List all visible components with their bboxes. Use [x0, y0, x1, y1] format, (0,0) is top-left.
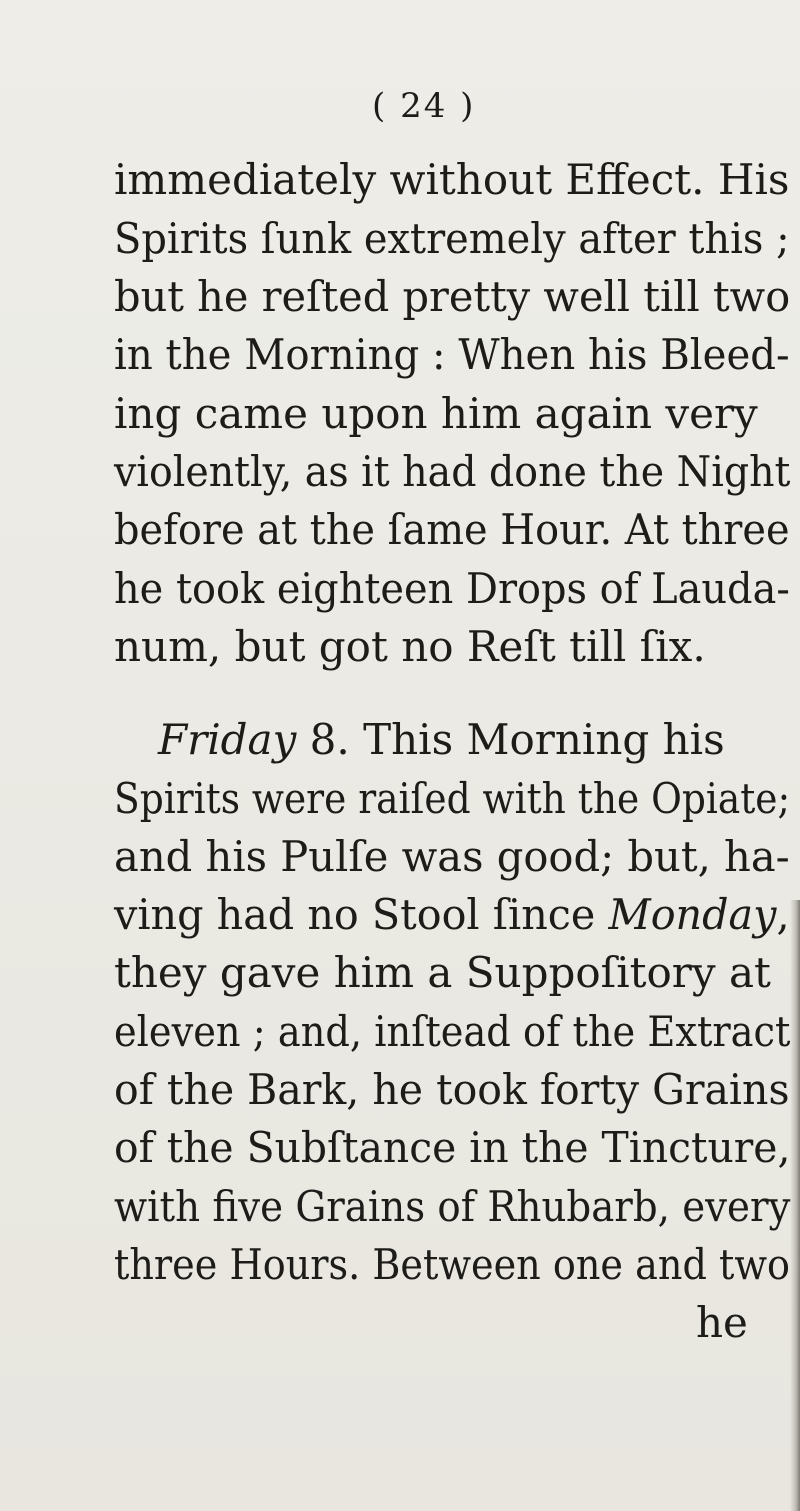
text-line: ing came upon him again very: [114, 389, 758, 438]
text-line: in the Morning : When his Bleed-: [114, 330, 790, 379]
text-line: Spirits ſunk extremely after this ;: [114, 214, 790, 263]
catchword: he: [696, 1298, 748, 1347]
text-line: three Hours. Between one and two: [114, 1240, 791, 1289]
text-span: ving had no Stool ſince: [114, 890, 609, 939]
text-line: [114, 890, 790, 940]
text-line: num, but got no Reſt till ſix.: [114, 622, 706, 671]
text-line: but he reſted pretty well till two: [114, 272, 791, 321]
text-line: violently, as it had done the Night: [114, 447, 791, 496]
text-line: of the Bark, he took forty Grains: [114, 1065, 790, 1114]
text-line: of the Subſtance in the Tincture,: [114, 1123, 791, 1172]
text-line: with five Grains of Rhubarb, every: [114, 1182, 791, 1231]
text-line: eleven ; and, inſtead of the Extract: [114, 1007, 791, 1056]
text-line: [158, 715, 725, 765]
page-number: ( 24 ): [372, 86, 476, 126]
page-edge-shadow: [790, 900, 800, 1511]
text-line: he took eighteen Drops of Lauda-: [114, 564, 790, 613]
text-span: ,: [776, 890, 790, 939]
day-name: Monday: [608, 890, 777, 939]
text-line: they gave him a Suppoſitory at: [114, 948, 771, 997]
text-line: Spirits were raiſed with the Opiate;: [114, 774, 791, 823]
day-name: Friday: [158, 715, 297, 764]
text-line: immediately without Effect. His: [114, 155, 790, 204]
text-line: and his Pulſe was good; but, ha-: [114, 832, 790, 881]
text-line: before at the ſame Hour. At three: [114, 505, 790, 554]
text-span: 8. This Morning his: [296, 715, 725, 764]
